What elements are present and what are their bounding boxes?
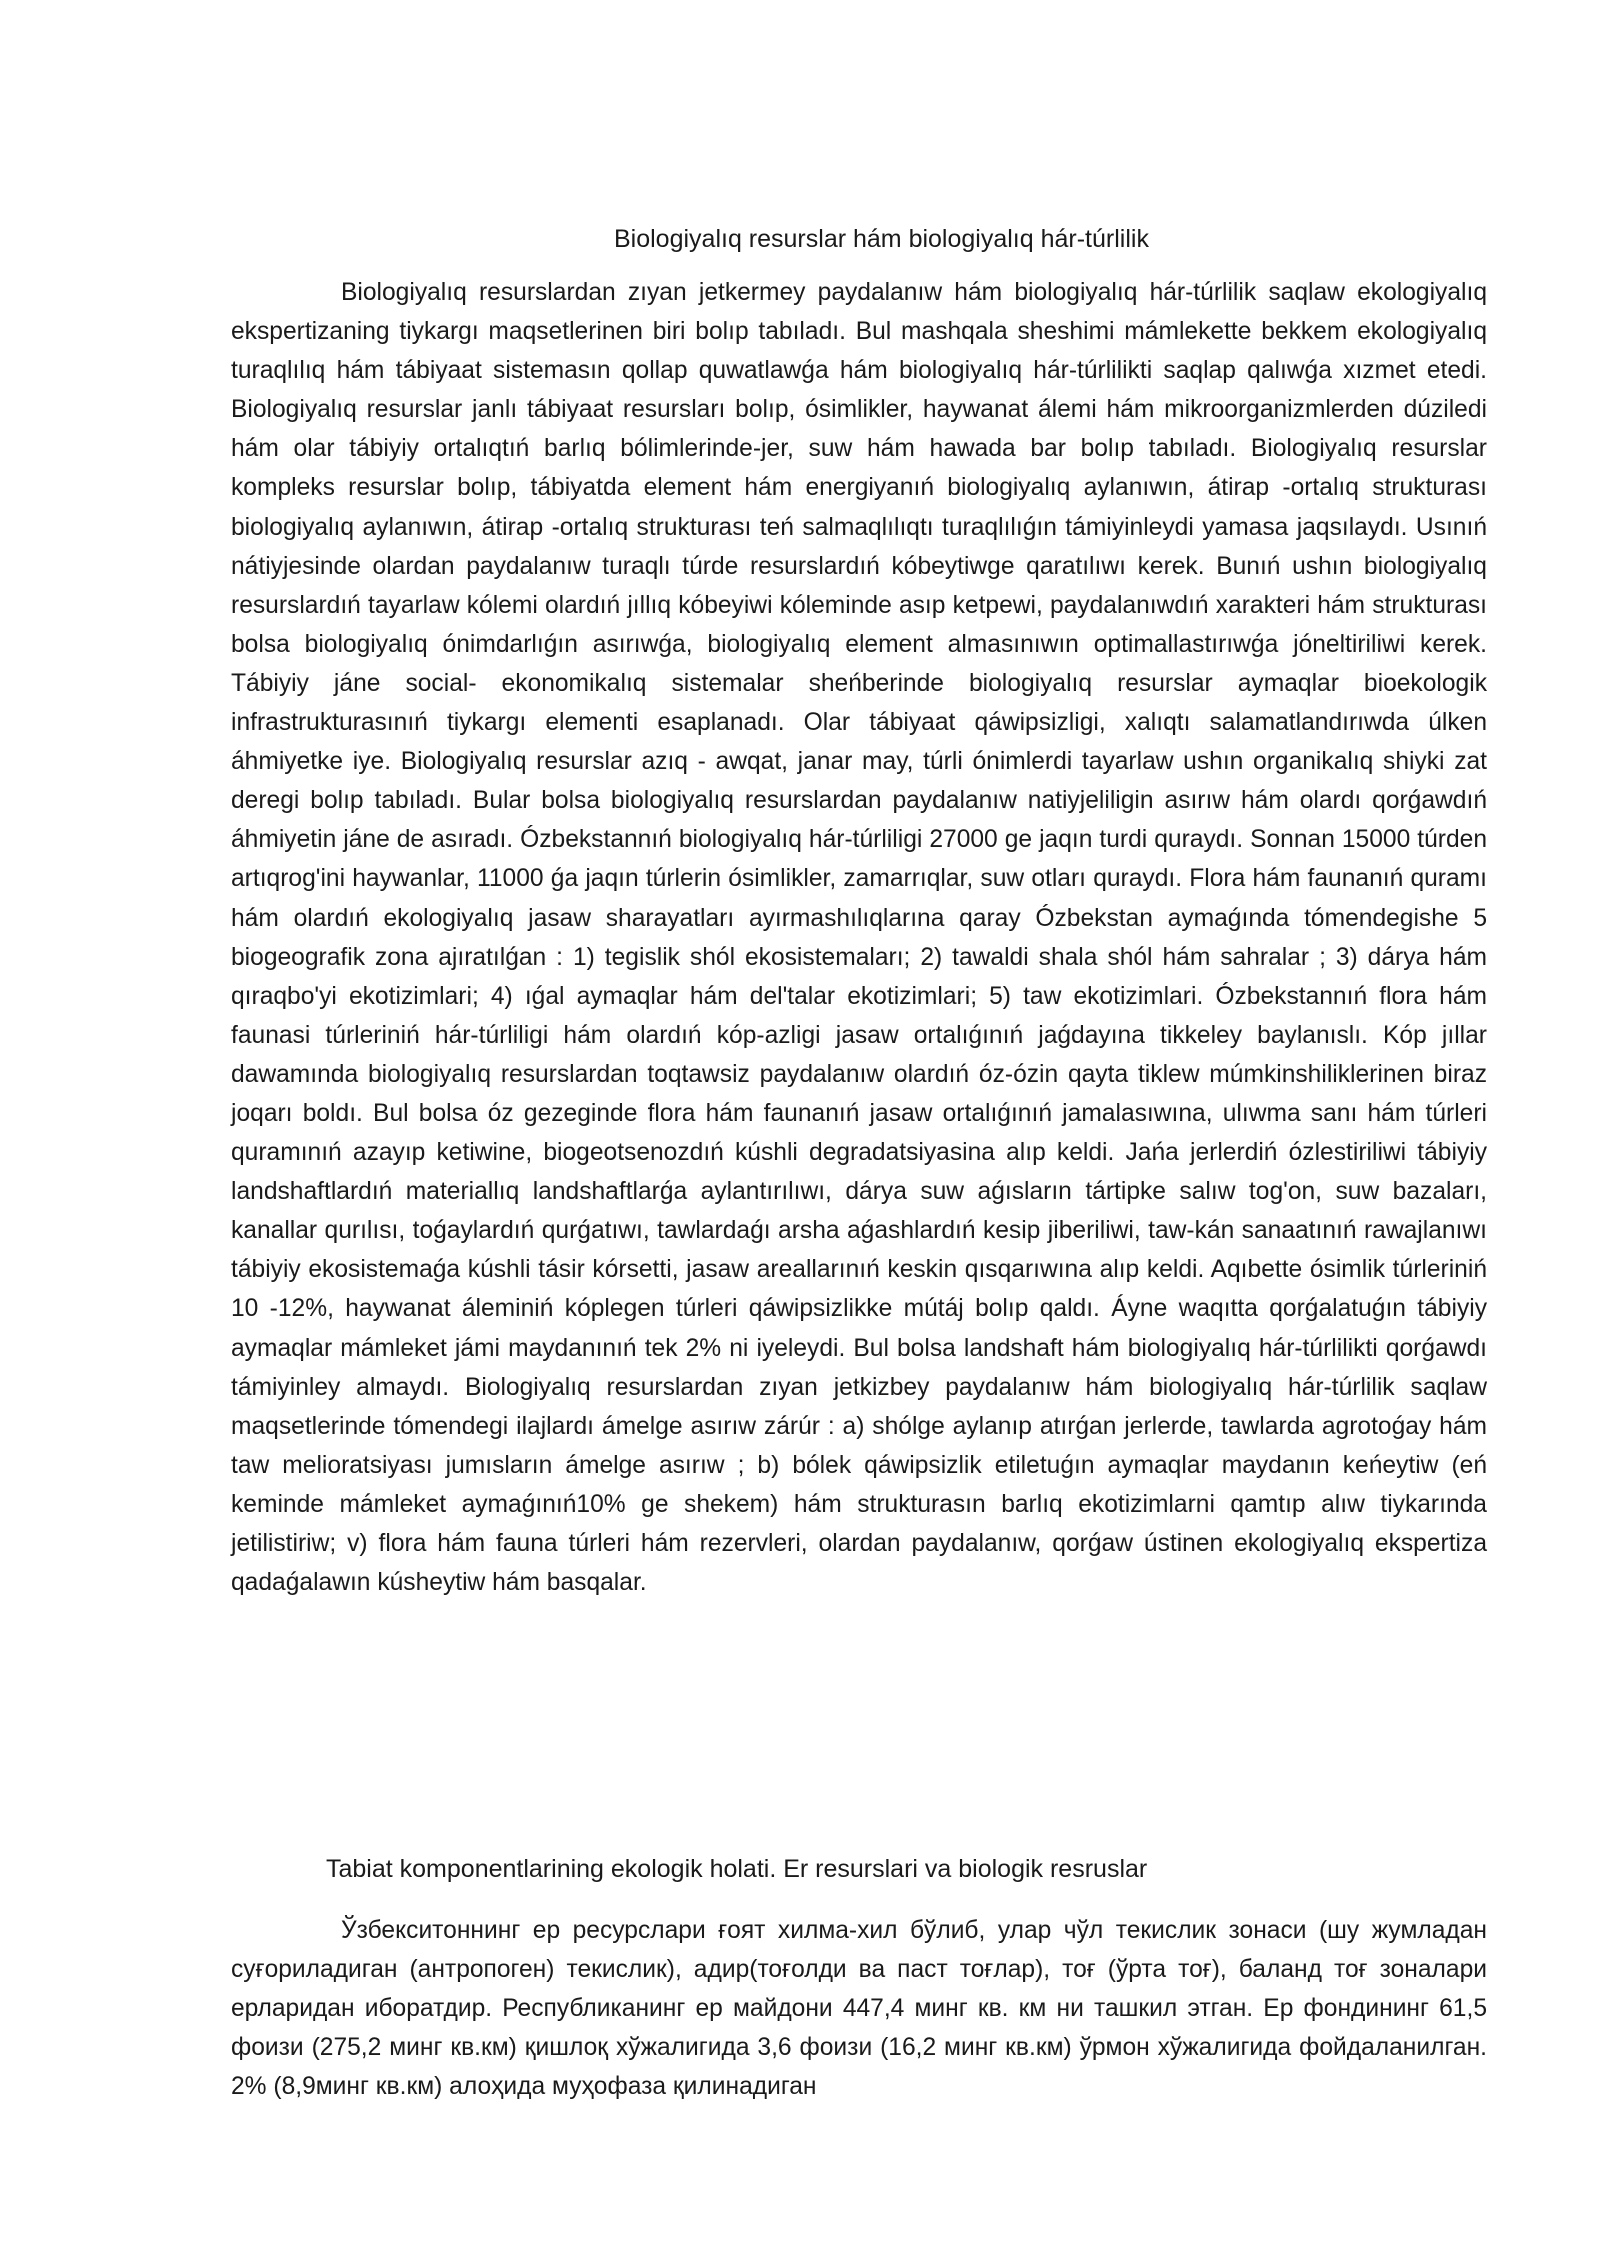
section-body-paragraph: Ўзбекситоннинг ер ресурслари ғоят хилма-хил бўлиб, улар чўл текислик зонаси (шу жумладан суғориладиган (антропоген) текислик), адир(тоғолди ва паст тоғлар), тоғ (ўрта тоғ), баланд тоғ зоналари ерларидан иборатдир. Республиканинг ер майдони 447,4 минг кв. км ни ташкил этган. Ер фондининг 61,5 фоизи (275,2 минг кв.км) қишлоқ хўжалигида 3,6 фоизи (16,2 минг кв.км) ўрмон хўжалигида фойдаланилган. 2% (8,9минг кв.км) алоҳида муҳофаза қилинадиган [231,1917,1487,2101]
section-biological-resources [231,220,1487,1602]
section-ecological-state [231,1850,1487,2106]
section-title: Biologiyalıq resurslar hám biologiyalıq hár-túrlilik [614,225,1149,253]
section-body-paragraph: Biologiyalıq resurslardan zıyan jetkermey paydalanıw hám biologiyalıq hár-túrlilik saqlaw ekologiyalıq ekspertizaning tiykargı maqsetlerinen biri bolıp tabıladı. Bul mashqala sheshimi mámlekette bekkem ekologiyalıq turaqlılıq hám tábiyaat sistemasın qollap quwatlawǵa hám biologiyalıq hár-túrlilikti saqlap qalıwǵa xızmet etedi. Biologiyalıq resurslar janlı tábiyaat resursları bolıp, ósimlikler, haywanat álemi hám mikroorganizmlerden dúziledi hám olar tábiyiy ortalıqtıń barlıq bólimlerinde-jer, suw hám hawada bar bolıp tabıladı. Biologiyalıq resurslar kompleks resurslar bolıp, tábiyatda element hám energiyanıń biologiyalıq aylanıwın, átirap -ortalıq strukturası biologiyalıq aylanıwın, átirap -ortalıq strukturası teń salmaqlılıqtı turaqlılıǵın támiyinleydi yamasa jaqsılaydı. Usınıń nátiyjesinde olardan paydalanıw turaqlı túrde resurslardıń kóbeytiwge qaratılıwı kerek. Bunıń ushın biologiyalıq resurslardıń tayarlaw kólemi olardıń jıllıq kóbeyiwi kóleminde asıp ketpewi, paydalanıwdıń xarakteri hám strukturası bolsa biologiyalıq ónimdarlıǵın asırıwǵa, biologiyalıq element almasınıwın optimallastırıwǵa jóneltiriliwi kerek. Tábiyiy jáne social- ekonomikalıq sistemalar sheńberinde biologiyalıq resurslar aymaqlar bioekologik infrastrukturasınıń tiykargı elementi esaplanadı. Olar tábiyaat qáwipsizligi, xalıqtı salamatlandırıwda úlken áhmiyetke iye. Biologiyalıq resurslar azıq - awqat, janar may, túrli ónimlerdi tayarlaw ushın organikalıq shiyki zat deregi bolıp tabıladı. Bular bolsa biologiyalıq resurslardan paydalanıw natiyjeliligin asırıw hám olardı qorǵawdıń áhmiyetin jáne de asıradı. Ózbekstannıń biologiyalıq hár-túrliligi 27000 ge jaqın turdi quraydı. Sonnan 15000 túrden artıqrog'ini haywanlar, 11000 ǵa jaqın túrlerin ósimlikler, zamarrıqlar, suw otları quraydı. Flora hám faunanıń quramı hám olardıń ekologiyalıq jasaw sharayatları ayırmashılıqlarına qaray Ózbekstan aymaǵında tómendegishe 5 biogeografik zona ajıratılǵan : 1) tegislik shól ekosistemaları; 2) tawaldi shala shól hám sahralar ; 3) dárya hám qıraqbo'yi ekotizimlari; 4) ıǵal aymaqlar hám del'talar ekotizimlari; 5) taw ekotizimlari. Ózbekstannıń flora hám faunasi túrleriniń hár-túrliligi hám olardıń kóp-azligi jasaw ortalıǵınıń jaǵdayına tikkeley baylanıslı. Kóp jıllar dawamında biologiyalıq resurslardan toqtawsiz paydalanıw olardıń óz-ózin qayta tiklew múmkinshiliklerinen biraz joqarı boldı. Bul bolsa óz gezeginde flora hám faunanıń jasaw ortalıǵınıń jamalasıwına, ulıwma sanı hám túrleri quramınıń azayıp ketiwine, biogeotsenozdıń kúshli degradatsiyasina alıp keldi. Jańa jerlerdiń ózlestiriliwi tábiyiy landshaftlardıń materiallıq landshaftlarǵa aylantırılıwı, dárya suw aǵısların tártipke salıw tog'on, suw bazaları, kanallar qurılısı, toǵaylardıń qurǵatıwı, tawlardaǵı arsha aǵashlardıń kesip jiberiliwi, taw-kán sanaatınıń rawajlanıwı tábiyiy ekosistemaǵa kúshli tásir kórsetti, jasaw areallarınıń keskin qısqarıwına alıp keldi. Aqıbette ósimlik túrleriniń 10 -12%, haywanat áleminiń kóplegen túrleri qáwipsizlikke mútáj bolıp qaldı. Áyne waqıtta qorǵalatuǵın tábiyiy aymaqlar mámleket jámi maydanınıń tek 2% ni iyeleydi. Bul bolsa landshaft hám biologiyalıq hár-túrlilikti qorǵawdı támiyinley almaydı. Biologiyalıq resurslardan zıyan jetkizbey paydalanıw hám biologiyalıq hár-túrlilik saqlaw maqsetlerinde tómendegi ilajlardı ámelge asırıw zárúr : a) shólge aylanıp atırǵan jerlerde, tawlarda agrotoǵay hám taw melioratsiyası jumısların ámelge asırıw ; b) bólek qáwipsizlik etiletuǵın aymaqlar maydanın keńeytiw (eń keminde mámleket aymaǵınıń10% ge shekem) hám strukturasın barlıq ekotizimlarni qamtıp alıw tiykarında jetilistiriw; v) flora hám fauna túrleri hám rezervleri, olardan paydalanıw, qorǵaw ústinen ekologiyalıq ekspertiza qadaǵalawın kúsheytiw hám basqalar. [231,279,1487,1597]
section-title: Tabiat komponentlarining ekologik holati. Er resurslari va biologik resruslar [326,1855,1148,1883]
